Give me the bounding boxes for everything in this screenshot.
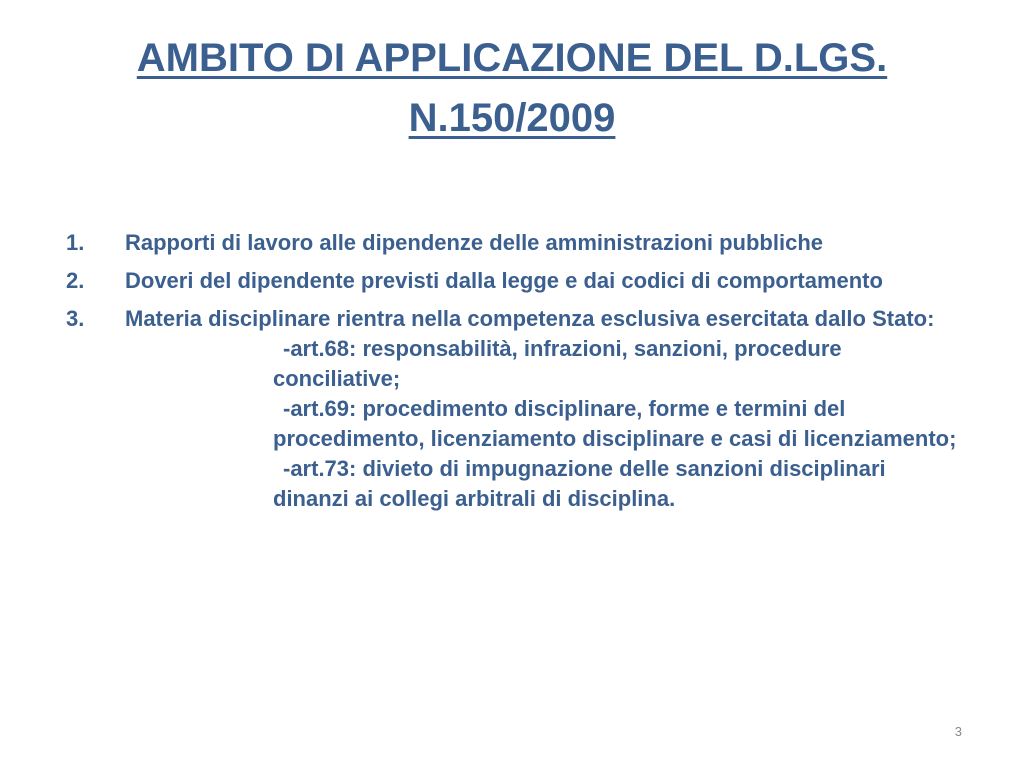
sub-item-art-69 — [273, 394, 966, 454]
list-item-text: Materia disciplinare rientra nella competenza esclusiva esercitata dallo Stato: — [125, 306, 935, 331]
slide-title — [40, 28, 984, 148]
title-line-2: N.150/2009 — [408, 96, 616, 140]
list-item-text: Rapporti di lavoro alle dipendenze delle amministrazioni pubbliche — [125, 230, 824, 255]
sub-item-text: -art.68: responsabilità, infrazioni, sanzioni, procedure conciliative; — [273, 336, 842, 391]
list-item-number: 3. — [66, 306, 85, 331]
sub-item-art-68 — [273, 334, 966, 394]
list-item — [66, 228, 966, 258]
list-item — [66, 304, 966, 514]
list-item-text: Doveri del dipendente previsti dalla legge e dai codici di comportamento — [125, 268, 883, 293]
list-item — [66, 266, 966, 296]
sub-list — [125, 334, 966, 514]
numbered-list — [66, 228, 966, 522]
list-item-number: 1. — [66, 230, 85, 255]
page-number: 3 — [954, 724, 962, 739]
sub-item-text: -art.73: divieto di impugnazione delle sanzioni disciplinari dinanzi ai collegi arbitrali di disciplina. — [273, 456, 886, 511]
title-line-1: AMBITO DI APPLICAZIONE DEL D.LGS. — [136, 36, 888, 80]
list-item-number: 2. — [66, 268, 85, 293]
sub-item-text: -art.69: procedimento disciplinare, forme e termini del procedimento, licenziamento disciplinare e casi di licenziamento; — [273, 396, 957, 451]
sub-item-art-73 — [273, 454, 966, 514]
